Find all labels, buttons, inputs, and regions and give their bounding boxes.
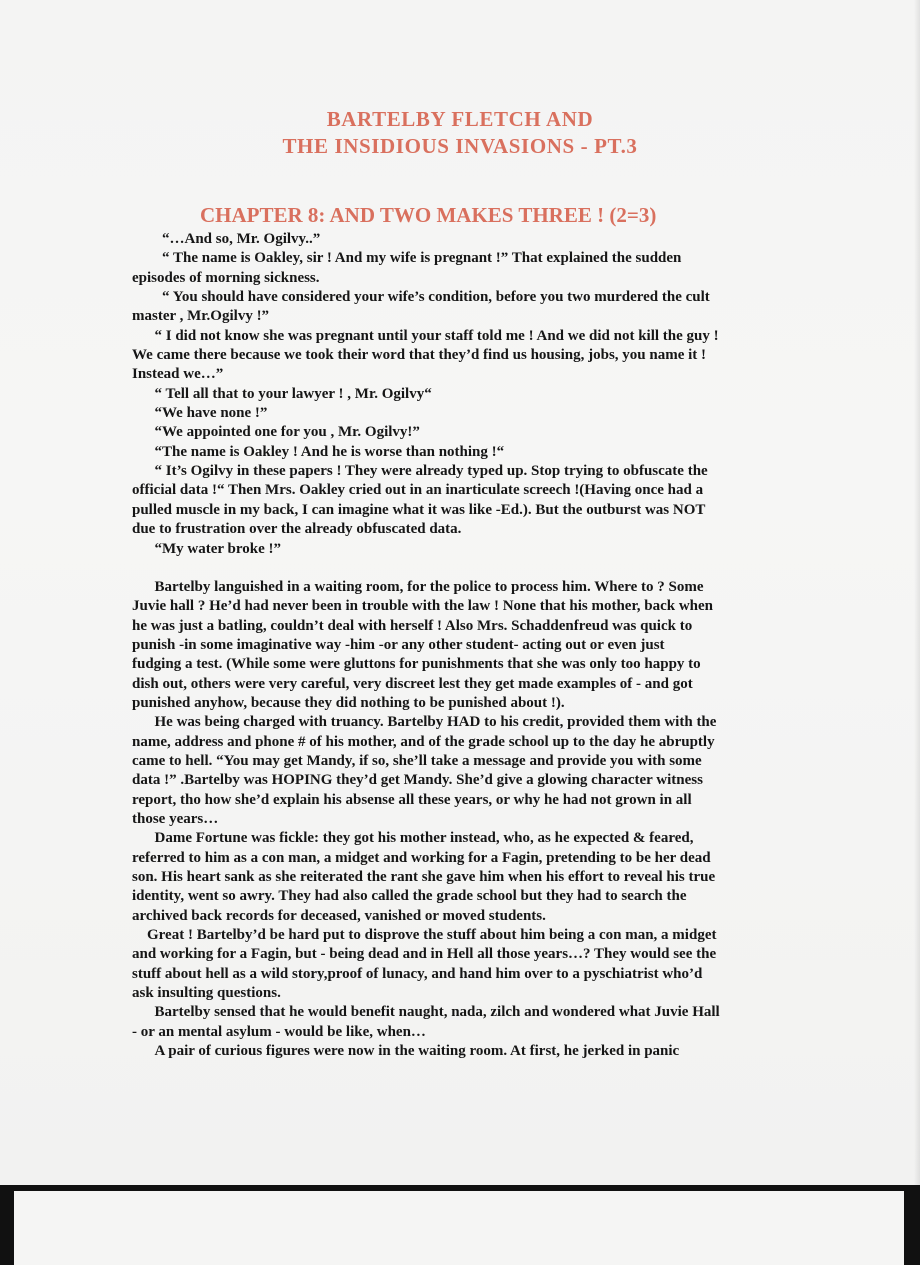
body-line: “My water broke !” [132, 540, 282, 557]
body-line: ask insulting questions. [132, 985, 281, 1002]
body-line: Bartelby sensed that he would benefit naught, nada, zilch and wondered what Juvie Hall [132, 1004, 720, 1021]
body-line: archived back records for deceased, vanished or moved students. [132, 907, 546, 924]
body-line: punished anyhow, because they did nothing to be punished about !). [132, 694, 565, 711]
body-line: “We appointed one for you , Mr. Ogilvy!” [132, 424, 420, 441]
body-line: official data !“ Then Mrs. Oakley cried out in an inarticulate screech !(Having once had a [132, 482, 704, 499]
story-body [132, 230, 782, 1061]
body-line: “ It’s Ogilvy in these papers ! They were already typed up. Stop trying to obfuscate the [132, 463, 708, 480]
body-line: identity, went so awry. They had also called the grade school but they had to search the [132, 888, 687, 905]
body-line: fudging a test. (While some were gluttons for punishments that she was only too happy to [132, 656, 701, 673]
scanner-bed-edge [0, 1185, 920, 1265]
body-line: name, address and phone # of his mother, and of the grade school up to the day he abruptly [132, 733, 715, 750]
body-line: “ You should have considered your wife’s condition, before you two murdered the cult [132, 289, 710, 306]
next-page-edge [14, 1191, 904, 1265]
body-line: stuff about hell as a wild story,proof of lunacy, and hand him over to a pyschiatrist who’d [132, 965, 703, 982]
body-line: Dame Fortune was fickle: they got his mother instead, who, as he expected & feared, [132, 830, 694, 847]
body-line: “The name is Oakley ! And he is worse than nothing !“ [132, 443, 505, 460]
chapter-heading: CHAPTER 8: AND TWO MAKES THREE ! (2=3) [200, 203, 657, 227]
body-line: due to frustration over the already obfuscated data. [132, 521, 462, 538]
body-line: episodes of morning sickness. [132, 269, 320, 286]
body-line: punish -in some imaginative way -him -or any other student- acting out or even just [132, 636, 665, 653]
body-line: referred to him as a con man, a midget and working for a Fagin, pretending to be her dead [132, 849, 711, 866]
title-line: THE INSIDIOUS INVASIONS - PT.3 [282, 134, 638, 158]
body-line: and working for a Fagin, but - being dead and in Hell all those years…? They would see the [132, 946, 717, 963]
title-line: BARTELBY FLETCH AND [326, 107, 594, 131]
bleed-through-text [70, 30, 75, 50]
story-title [0, 106, 920, 160]
body-line: “…And so, Mr. Ogilvy..” [132, 231, 321, 247]
body-line: “ The name is Oakley, sir ! And my wife is pregnant !” That explained the sudden [132, 250, 682, 267]
body-line: data !” .Bartelby was HOPING they’d get Mandy. She’d give a glowing character witness [132, 772, 703, 789]
body-line: He was being charged with truancy. Bartelby HAD to his credit, provided them with the [132, 714, 717, 731]
body-line: “ Tell all that to your lawyer ! , Mr. Ogilvy“ [132, 385, 432, 402]
body-line: son. His heart sank as she reiterated the rant she gave him when his effort to reveal his true [132, 869, 716, 885]
body-line: those years… [132, 810, 219, 827]
body-line: We came there because we took their word that they’d find us housing, jobs, you name it ! [132, 347, 707, 364]
body-line: “We have none !” [132, 405, 268, 422]
body-line: report, tho how she’d explain his absense all these years, or why he had not grown in all [132, 791, 692, 808]
paragraph-gap [132, 559, 782, 578]
body-line: Bartelby languished in a waiting room, for the police to process him. Where to ? Some [132, 578, 704, 595]
body-line: - or an mental asylum - would be like, when… [132, 1023, 426, 1040]
body-line: Great ! Bartelby’d be hard put to disprove the stuff about him being a con man, a midget [132, 927, 717, 944]
body-line: master , Mr.Ogilvy !” [132, 308, 270, 325]
body-line: dish out, others were very careful, very discreet lest they get made examples of - and got [132, 675, 693, 692]
body-line: he was just a batling, couldn’t deal with herself ! Also Mrs. Schaddenfreud was quick to [132, 617, 693, 634]
body-line: Instead we…” [132, 366, 224, 383]
body-line: pulled muscle in my back, I can imagine what it was like -Ed.). But the outburst was NOT [132, 501, 706, 518]
body-line: “ I did not know she was pregnant until your staff told me ! And we did not kill the guy ! [132, 327, 719, 344]
body-line: came to hell. “You may get Mandy, if so, she’ll take a message and provide you with some [132, 752, 702, 769]
page-edge-shadow [914, 0, 920, 1185]
body-line: A pair of curious figures were now in the waiting room. At first, he jerked in panic [132, 1043, 680, 1060]
body-line: Juvie hall ? He’d had never been in trouble with the law ! None that his mother, back when [132, 598, 714, 615]
